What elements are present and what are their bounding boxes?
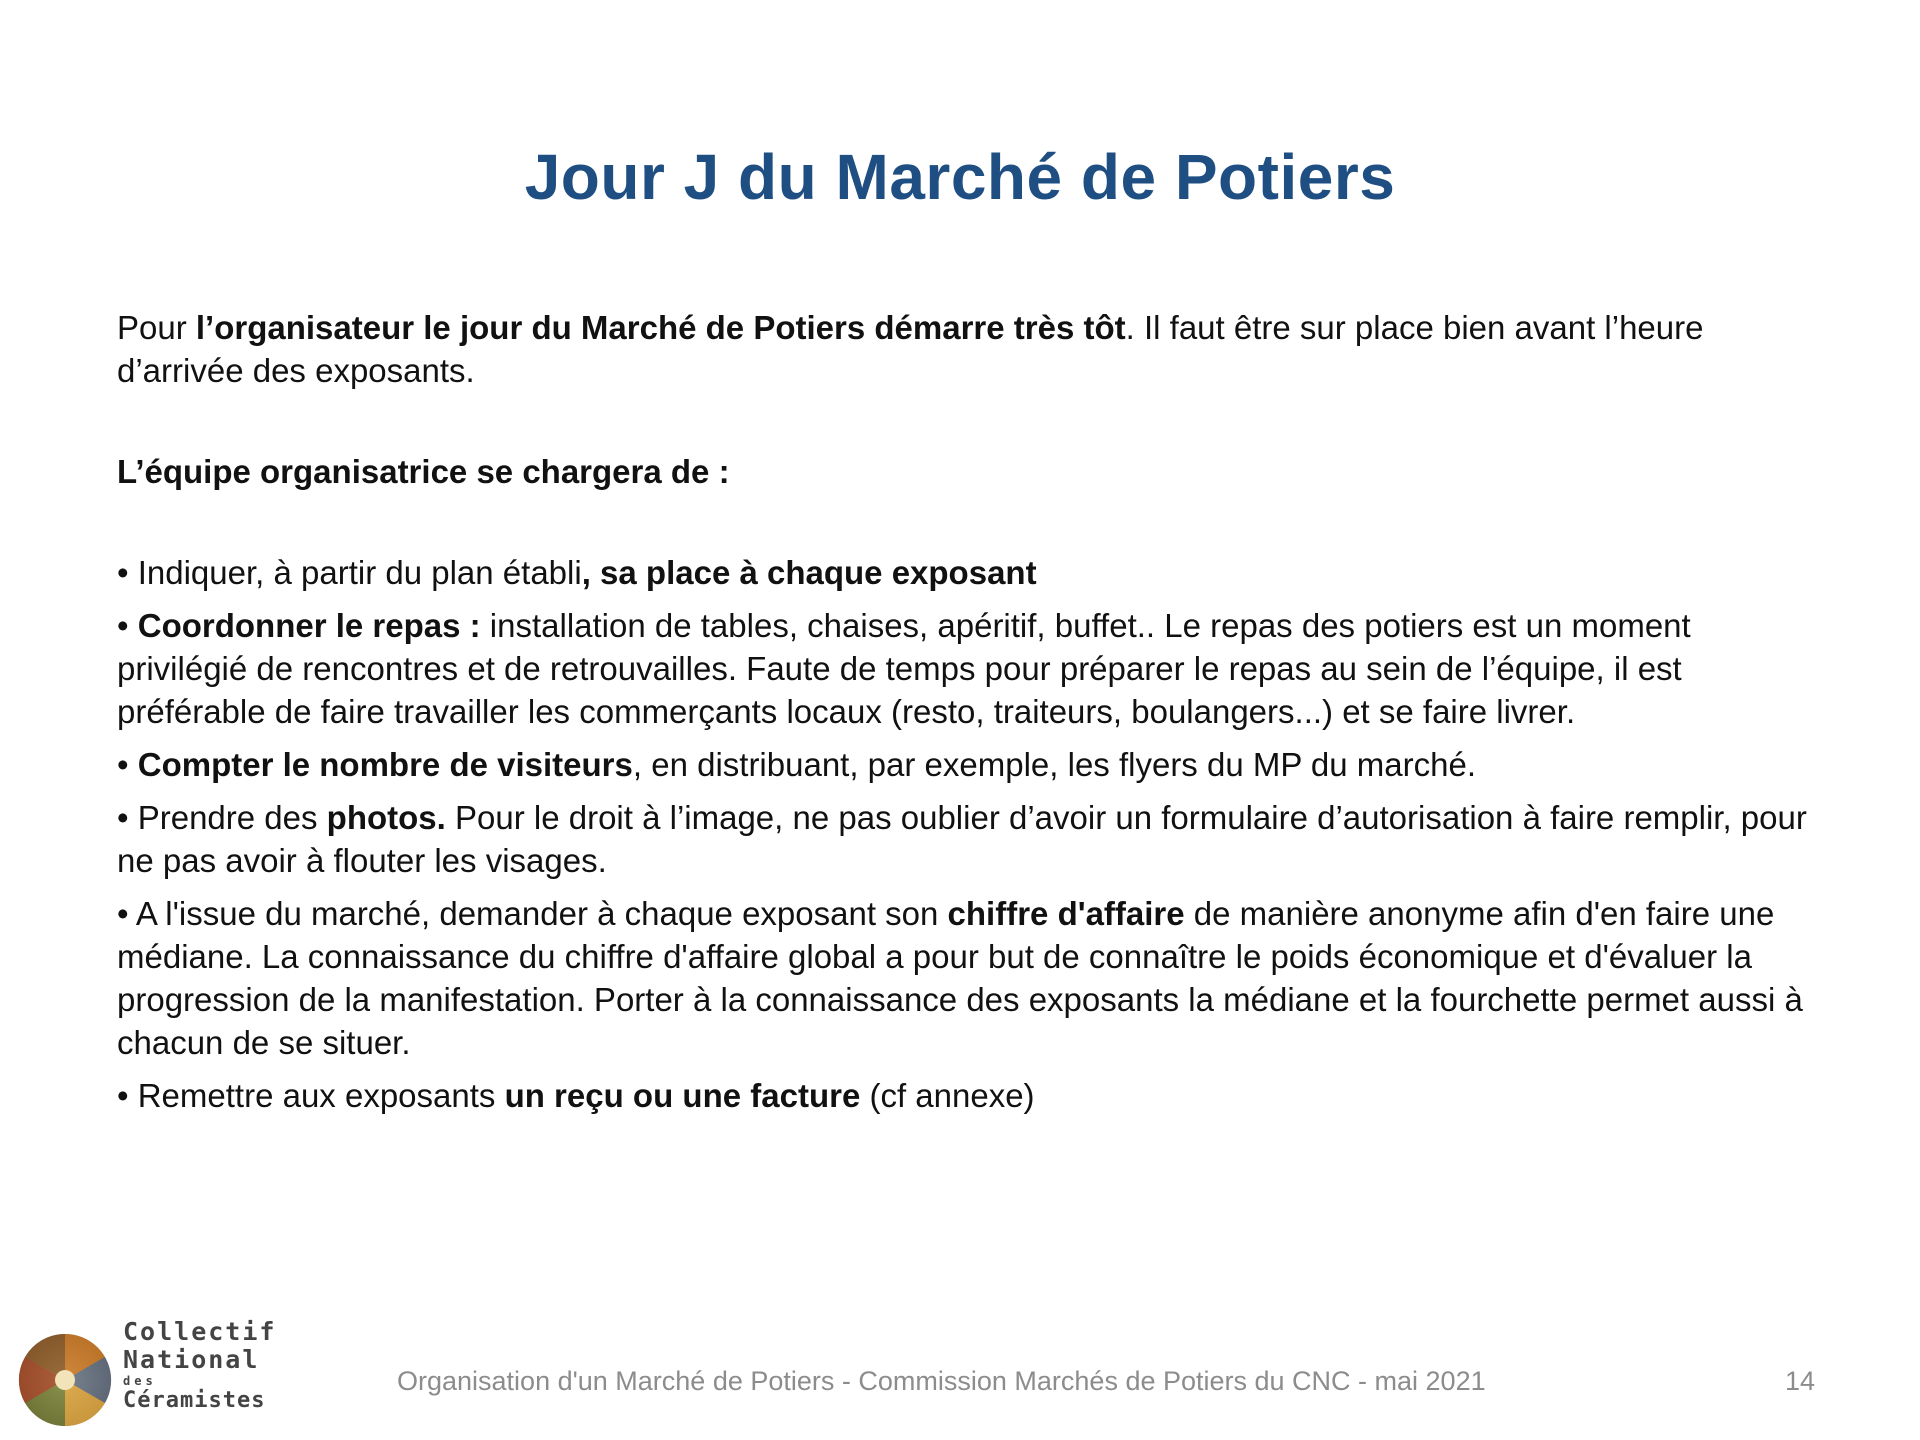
bullet-item-recu [117, 1074, 1817, 1117]
bullet-bold: un reçu ou une facture [504, 1077, 861, 1114]
bullet-bold: Compter le nombre de visiteurs [137, 746, 633, 783]
bullet-item-chiffre [117, 892, 1817, 1064]
page-number: 14 [1785, 1366, 1816, 1396]
cnc-logo [15, 1318, 275, 1438]
slide-title: Jour J du Marché de Potiers [524, 141, 1396, 213]
bullet-text: • [117, 746, 138, 783]
bullet-text: (cf annexe) [860, 1077, 1035, 1114]
bullet-text: • Remettre aux exposants [117, 1077, 505, 1114]
slide-content [117, 306, 1817, 1127]
bullet-text: Pour le droit à l’image, ne pas oublier d’avoir un formulaire d’autorisation à faire remplir, pour ne pas avoir à flouter les visages. [117, 799, 1807, 879]
logo-line-1: Collectif [123, 1317, 277, 1346]
logo-line-2: National [123, 1345, 260, 1374]
bullet-item-photos [117, 796, 1817, 882]
bullet-text: • A l'issue du marché, demander à chaque exposant son [117, 895, 948, 932]
bullet-bold: Coordonner le repas : [137, 607, 481, 644]
intro-text-2: . Il faut être sur place bien avant l’heure d’arrivée des exposants. [117, 309, 1704, 389]
bullet-text: installation de tables, chaises, apéritif, buffet.. Le repas des potiers est un moment privilégié de rencontres et de retrouvailles. Faute de temps pour préparer le repas au sein de l’équipe, il est préférable de faire travailler les commerçants locaux (resto, traiteurs, boulangers...) et se faire livrer. [117, 607, 1691, 730]
bullet-text: de manière anonyme afin d'en faire une médiane. La connaissance du chiffre d'affaire global a pour but de connaître le poids économique et d'évaluer la progression de la manifestation. Porter à la connaissance des exposants la médiane et la fourchette permet aussi à chacun de se situer. [117, 895, 1803, 1061]
bullet-item-repas [117, 604, 1817, 733]
footer-text: Organisation d'un Marché de Potiers - Commission Marchés de Potiers du CNC - mai 2021 [397, 1366, 1486, 1396]
logo-line-3: des [123, 1374, 157, 1388]
bullet-item-visiteurs [117, 743, 1817, 786]
bullet-text: • Prendre des [117, 799, 327, 836]
intro-text-1: Pour [117, 309, 196, 346]
bullet-text: , en distribuant, par exemple, les flyers du MP du marché. [632, 746, 1477, 783]
logo-wordmark [123, 1318, 276, 1414]
intro-paragraph [117, 306, 1817, 392]
bullet-bold: photos. [326, 799, 446, 836]
bullet-text: • [117, 607, 138, 644]
bullet-bold: chiffre d'affaire [947, 895, 1185, 932]
bullet-text: • Indiquer, à partir du plan établi [117, 554, 582, 591]
ceramic-wheel-icon [15, 1324, 115, 1434]
section-heading: L’équipe organisatrice se chargera de : [117, 453, 730, 490]
bullet-item-place [117, 551, 1817, 594]
bullet-bold: , sa place à chaque exposant [581, 554, 1037, 591]
intro-bold: l’organisateur le jour du Marché de Potiers démarre très tôt [195, 309, 1126, 346]
logo-line-4: Céramistes [123, 1388, 266, 1413]
